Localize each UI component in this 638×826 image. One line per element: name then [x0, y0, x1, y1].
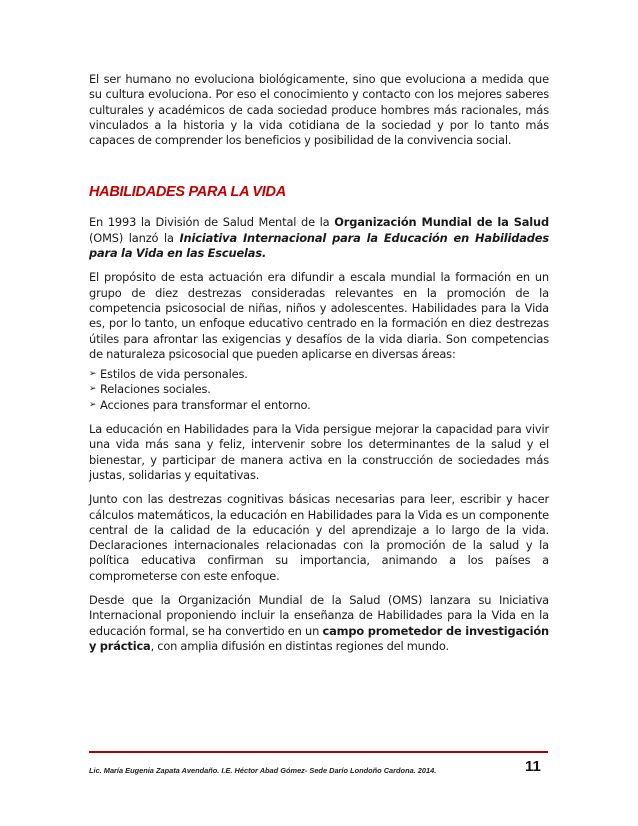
page-number: 11	[525, 758, 541, 775]
paragraph-since-oms	[89, 593, 549, 654]
footer-rule	[89, 751, 548, 753]
research-field-bold: campo prometedor de investigación y práctica	[89, 623, 549, 653]
list-item-text: Relaciones sociales.	[100, 382, 211, 397]
arrow-bullet-icon: ➢	[89, 399, 97, 410]
oms-name: Organización Mundial de la Salud	[334, 215, 549, 230]
p1-text-b: (OMS) lanzó la	[89, 230, 180, 245]
arrow-bullet-icon: ➢	[89, 384, 97, 395]
paragraph-purpose: El propósito de esta actuación era difundir a escala mundial la formación en un grupo de diez destrezas consideradas relevantes en la promoción de la competencia psicosocial de niñas, niños y adolescentes. Habilidades para la Vida es, por lo tanto, un enfoque educativo centrado en la formación en diez destrezas útiles para afrontar las exigencias y desafíos de la vida diaria. Son competencias de naturaleza psicosocial que pueden aplicarse en diversas áreas:	[89, 270, 549, 361]
list-item-text: Acciones para transformar el entorno.	[100, 397, 311, 412]
initiative-name: Iniciativa Internacional para la Educación en Habilidades para la Vida en las Escuelas.	[89, 230, 549, 261]
footer-author: Lic. María Eugenia Zapata Avendaño. I.E. Héctor Abad Gómez- Sede Darío Londoño Cardona. 2014.	[89, 766, 437, 775]
intro-paragraph: El ser humano no evoluciona biológicamente, sino que evoluciona a medida que su cultura evoluciona. Por eso el conocimiento y contacto con los mejores saberes culturales y académicos de cada sociedad produce hombres más racionales, más vinculados a la historia y la vida cotidiana de la sociedad y por lo tanto más capaces de comprender los beneficios y posibilidad de la convivencia social.	[89, 72, 549, 148]
page-content	[89, 72, 549, 654]
paragraph-oms-1993	[89, 215, 549, 261]
list-item	[89, 367, 549, 382]
p1-text-a: En 1993 la División de Salud Mental de la	[89, 215, 335, 230]
list-item	[89, 382, 549, 397]
arrow-bullet-icon: ➢	[89, 369, 97, 380]
list-item-text: Estilos de vida personales.	[100, 367, 248, 382]
p5-text-a: Desde que la Organización Mundial de la Salud (OMS) lanzara su Iniciativa Internacional proponiendo incluir la enseñanza de Habilidades para la Vida en la educación formal, se ha convertido en un	[89, 593, 549, 638]
section-heading: HABILIDADES PARA LA VIDA	[89, 184, 286, 201]
bullet-list	[89, 367, 549, 413]
paragraph-goal: La educación en Habilidades para la Vida persigue mejorar la capacidad para vivir una vida más sana y feliz, intervenir sobre los determinantes de la salud y el bienestar, y participar de manera activa en la construcción de sociedades más justas, solidarias y equitativas.	[89, 422, 549, 482]
p5-text-b: , con amplia difusión en distintas regiones del mundo.	[150, 638, 449, 653]
paragraph-cognitive-skills: Junto con las destrezas cognitivas básicas necesarias para leer, escribir y hacer cálculos matemáticos, la educación en Habilidades para la Vida es un componente central de la calidad de la educación y del aprendizaje a lo largo de la vida. Declaraciones internacionales relacionadas con la promoción de la salud y la política educativa confirman su importancia, animando a los países a comprometerse con este enfoque.	[89, 492, 549, 583]
list-item	[89, 398, 549, 413]
